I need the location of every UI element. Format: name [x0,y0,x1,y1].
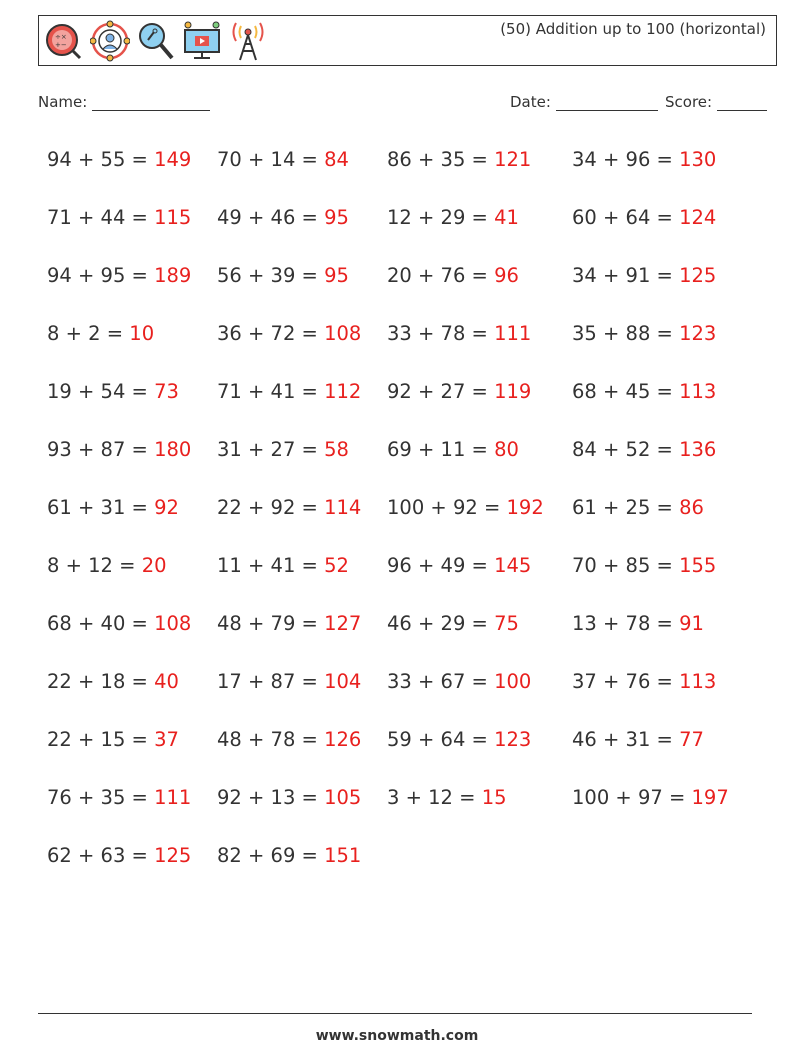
problem-answer: 114 [324,496,362,519]
problem-question: 13 + 78 = [572,612,680,635]
problem-question: 36 + 72 = [217,322,325,345]
radio-tower-icon [228,20,268,62]
problem-answer: 92 [154,496,179,519]
problem-item [217,322,361,345]
problem-answer: 151 [324,844,362,867]
problem-item [47,438,191,461]
problem-item [387,206,519,229]
problem-question: 19 + 54 = [47,380,155,403]
problem-answer: 15 [481,786,507,809]
problem-answer: 125 [679,264,717,287]
problem-item [47,148,191,171]
problem-item [217,670,361,693]
problem-answer: 123 [494,728,532,751]
problem-item [47,322,154,345]
problem-answer: 37 [154,728,179,751]
problem-item [217,206,349,229]
problem-question: 37 + 76 = [572,670,680,693]
problem-question: 22 + 18 = [47,670,155,693]
problem-question: 71 + 44 = [47,206,155,229]
problem-question: 94 + 55 = [47,148,155,171]
problem-question: 34 + 91 = [572,264,680,287]
problem-answer: 108 [324,322,362,345]
problem-item [387,322,531,345]
problem-question: 35 + 88 = [572,322,680,345]
problem-answer: 119 [494,380,532,403]
problem-item [217,148,349,171]
problem-item [387,554,531,577]
monitor-video-icon [182,20,222,62]
problem-answer: 96 [494,264,519,287]
problem-answer: 125 [154,844,192,867]
problem-question: 48 + 78 = [217,728,325,751]
problem-question: 49 + 46 = [217,206,325,229]
date-line [556,96,658,111]
problem-answer: 108 [154,612,192,635]
problem-question: 46 + 31 = [572,728,680,751]
problem-answer: 155 [679,554,717,577]
problem-question: 59 + 64 = [387,728,495,751]
header-icons [44,20,268,62]
problem-item [387,264,519,287]
problem-question: 92 + 13 = [217,786,325,809]
problem-answer: 105 [324,786,362,809]
name-line [92,96,210,111]
problem-question: 46 + 29 = [387,612,495,635]
problem-item [572,496,704,519]
problem-item [47,380,179,403]
problem-answer: 52 [324,554,349,577]
problem-answer: 100 [494,670,532,693]
problem-answer: 104 [324,670,362,693]
problem-answer: 123 [679,322,717,345]
problem-answer: 111 [154,786,192,809]
problem-question: 76 + 35 = [47,786,155,809]
problem-question: 56 + 39 = [217,264,325,287]
problem-question: 12 + 29 = [387,206,495,229]
problem-item [572,206,716,229]
problem-answer: 115 [154,206,192,229]
problem-item [572,380,716,403]
problem-question: 86 + 35 = [387,148,495,171]
problem-item [47,786,191,809]
problem-item [217,554,349,577]
magnifier-icon [136,20,176,62]
problem-question: 70 + 85 = [572,554,680,577]
svg-text:÷×: ÷× [55,33,67,41]
footer-url: www.snowmath.com [315,1028,479,1044]
problem-answer: 180 [154,438,192,461]
problem-question: 100 + 92 = [387,496,507,519]
problem-item [572,148,716,171]
problem-question: 20 + 76 = [387,264,495,287]
worksheet-title: (50) Addition up to 100 (horizontal) [500,20,766,38]
problem-item [217,264,349,287]
score-field[interactable] [665,93,767,111]
problem-question: 84 + 52 = [572,438,680,461]
problem-item [572,786,729,809]
problem-answer: 113 [679,670,717,693]
problem-item [217,612,361,635]
problem-item [47,612,191,635]
problem-answer: 145 [494,554,532,577]
problem-answer: 124 [679,206,717,229]
problem-item [387,728,531,751]
name-field[interactable] [38,93,210,111]
problem-item [217,844,361,867]
score-line [717,96,767,111]
problem-question: 62 + 63 = [47,844,155,867]
problem-item [387,670,531,693]
problem-question: 34 + 96 = [572,148,680,171]
problem-item [217,496,361,519]
name-label: Name: [38,93,88,111]
problem-item [47,670,179,693]
problem-answer: 91 [679,612,704,635]
problem-question: 70 + 14 = [217,148,325,171]
problem-answer: 20 [141,554,167,577]
problem-question: 96 + 49 = [387,554,495,577]
problem-question: 11 + 41 = [217,554,325,577]
problem-answer: 136 [679,438,717,461]
problem-question: 60 + 64 = [572,206,680,229]
problem-item [217,438,349,461]
problem-answer: 112 [324,380,362,403]
problem-answer: 58 [324,438,349,461]
problem-question: 3 + 12 = [387,786,482,809]
problem-answer: 80 [494,438,519,461]
problem-item [217,728,361,751]
problem-answer: 121 [494,148,532,171]
math-badge-icon [44,20,84,62]
problem-item [572,670,716,693]
problem-question: 17 + 87 = [217,670,325,693]
network-people-icon [90,20,130,62]
date-label: Date: [510,93,551,111]
problem-question: 31 + 27 = [217,438,325,461]
problem-item [387,496,544,519]
problem-item [572,322,716,345]
problem-question: 8 + 2 = [47,322,130,345]
problem-answer: 10 [129,322,155,345]
problem-answer: 95 [324,206,349,229]
worksheet-header [38,15,777,66]
score-label: Score: [665,93,713,111]
problem-answer: 75 [494,612,519,635]
problem-item [47,496,179,519]
problem-question: 22 + 15 = [47,728,155,751]
problem-question: 93 + 87 = [47,438,155,461]
problem-answer: 84 [324,148,349,171]
problem-question: 92 + 27 = [387,380,495,403]
footer-divider [38,1013,752,1014]
problem-answer: 149 [154,148,192,171]
problem-question: 71 + 41 = [217,380,325,403]
problem-question: 68 + 45 = [572,380,680,403]
problem-answer: 111 [494,322,532,345]
problem-question: 68 + 40 = [47,612,155,635]
problem-answer: 95 [324,264,349,287]
problem-answer: 73 [154,380,179,403]
problem-question: 48 + 79 = [217,612,325,635]
problem-question: 100 + 97 = [572,786,692,809]
problem-question: 61 + 25 = [572,496,680,519]
problem-answer: 130 [679,148,717,171]
problem-item [387,612,519,635]
problem-question: 33 + 67 = [387,670,495,693]
problem-item [387,148,531,171]
problem-item [47,264,191,287]
problem-answer: 192 [506,496,544,519]
problem-item [572,612,704,635]
problem-item [387,786,507,809]
problem-item [387,380,531,403]
problem-answer: 126 [324,728,362,751]
problem-item [47,844,191,867]
problem-item [47,206,191,229]
problem-answer: 127 [324,612,362,635]
problem-item [387,438,519,461]
problem-item [572,554,716,577]
problem-item [47,728,179,751]
problem-question: 82 + 69 = [217,844,325,867]
problem-answer: 40 [154,670,179,693]
problem-answer: 197 [691,786,729,809]
problem-answer: 86 [679,496,704,519]
problem-answer: 77 [679,728,704,751]
problem-question: 61 + 31 = [47,496,155,519]
problem-question: 33 + 78 = [387,322,495,345]
problem-item [572,438,716,461]
svg-text:+−: +− [55,41,67,49]
problem-item [217,380,361,403]
problem-answer: 41 [494,206,519,229]
problem-question: 69 + 11 = [387,438,495,461]
problem-item [572,728,704,751]
problem-answer: 113 [679,380,717,403]
problem-item [217,786,361,809]
problem-answer: 189 [154,264,192,287]
problem-question: 94 + 95 = [47,264,155,287]
date-field[interactable] [510,93,658,111]
problem-item [47,554,167,577]
problem-question: 8 + 12 = [47,554,142,577]
problem-question: 22 + 92 = [217,496,325,519]
problem-item [572,264,716,287]
